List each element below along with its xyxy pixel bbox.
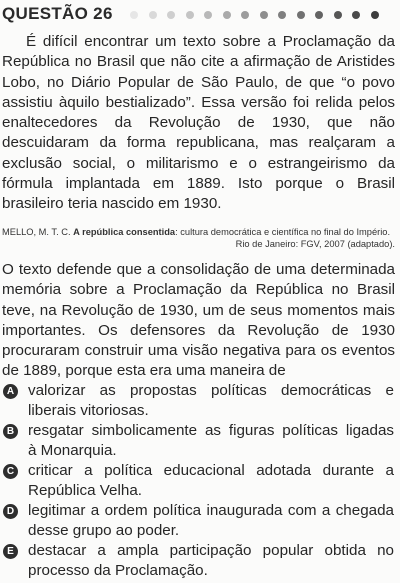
source-line-1	[2, 226, 395, 238]
option-text	[28, 501, 394, 542]
option-letter-badge: A	[3, 384, 18, 399]
option-text	[28, 421, 394, 462]
option-text-line-1: criticar a política educacional adotada durante a	[28, 462, 394, 479]
option-letter-badge: E	[3, 544, 18, 559]
option-letter-badge: B	[3, 424, 18, 439]
source-author: MELLO, M. T. C.	[2, 227, 74, 237]
header-dot	[297, 11, 305, 19]
option-text-line-1: legitimar a ordem política inaugurada com a chegada	[28, 502, 394, 519]
source-citation	[2, 226, 395, 250]
option-text	[28, 461, 394, 502]
source-title: A república consentida	[73, 227, 176, 237]
option-text-line-2: liberais vitoriosas.	[28, 402, 149, 420]
option-text-line-1: valorizar as propostas políticas democráticas e	[28, 382, 394, 399]
option-text-line-1: resgatar simbolicamente as figuras políticas ligadas	[28, 422, 394, 439]
header-dot	[334, 11, 342, 19]
question-stem: O texto defende que a consolidação de uma determinada memória sobre a Proclamação da República no Brasil teve, na Revolução de 1930, um de seus momentos mais importantes. Os defensores da Revolução de 1930 procuraram construir uma visão negativa para os eventos de 1889, porque esta era uma maneira de	[2, 261, 395, 380]
question-title: QUESTÃO 26	[2, 4, 113, 23]
header-dot	[278, 11, 286, 19]
header-dot	[315, 11, 323, 19]
option-text-line-2: à Monarquia.	[28, 442, 117, 460]
option-text	[28, 381, 394, 422]
source-subtitle: : cultura democrática e científica no final do Império.	[175, 227, 391, 237]
header-dot	[204, 11, 212, 19]
header-dot	[130, 11, 138, 19]
option-text-line-2: processo da Proclamação.	[28, 562, 208, 580]
header-dot	[371, 11, 379, 19]
option-text-line-2: desse grupo ao poder.	[28, 522, 180, 540]
option-text-line-2: República Velha.	[28, 482, 142, 500]
header-dot	[149, 11, 157, 19]
header-dot	[167, 11, 175, 19]
passage-paragraph: É difícil encontrar um texto sobre a Proclamação da República no Brasil que não cite a afirmação de Aristides Lobo, no Diário Popular de São Paulo, de que “o povo assistiu àquilo bestializado”. Essa versão foi relida pelos enaltecedores da Revolução de 1930, que não descuidaram da forma republicana, mas realçaram a exclusão social, o militarismo e o estrangeirismo da fórmula implantada em 1889. Isto porque o Brasil brasileiro teria nascido em 1930.	[2, 33, 395, 213]
header-dot	[186, 11, 194, 19]
option-text-line-1: destacar a ampla participação popular obtida no	[28, 542, 394, 559]
option-letter-badge: D	[3, 504, 18, 519]
option-letter-badge: C	[3, 464, 18, 479]
passage-text	[2, 32, 395, 215]
source-line-2: Rio de Janeiro: FGV, 2007 (adaptado).	[235, 239, 395, 249]
question-header	[0, 4, 400, 26]
header-dot	[260, 11, 268, 19]
header-dot	[223, 11, 231, 19]
header-dot	[352, 11, 360, 19]
header-dot	[241, 11, 249, 19]
option-text	[28, 541, 394, 582]
